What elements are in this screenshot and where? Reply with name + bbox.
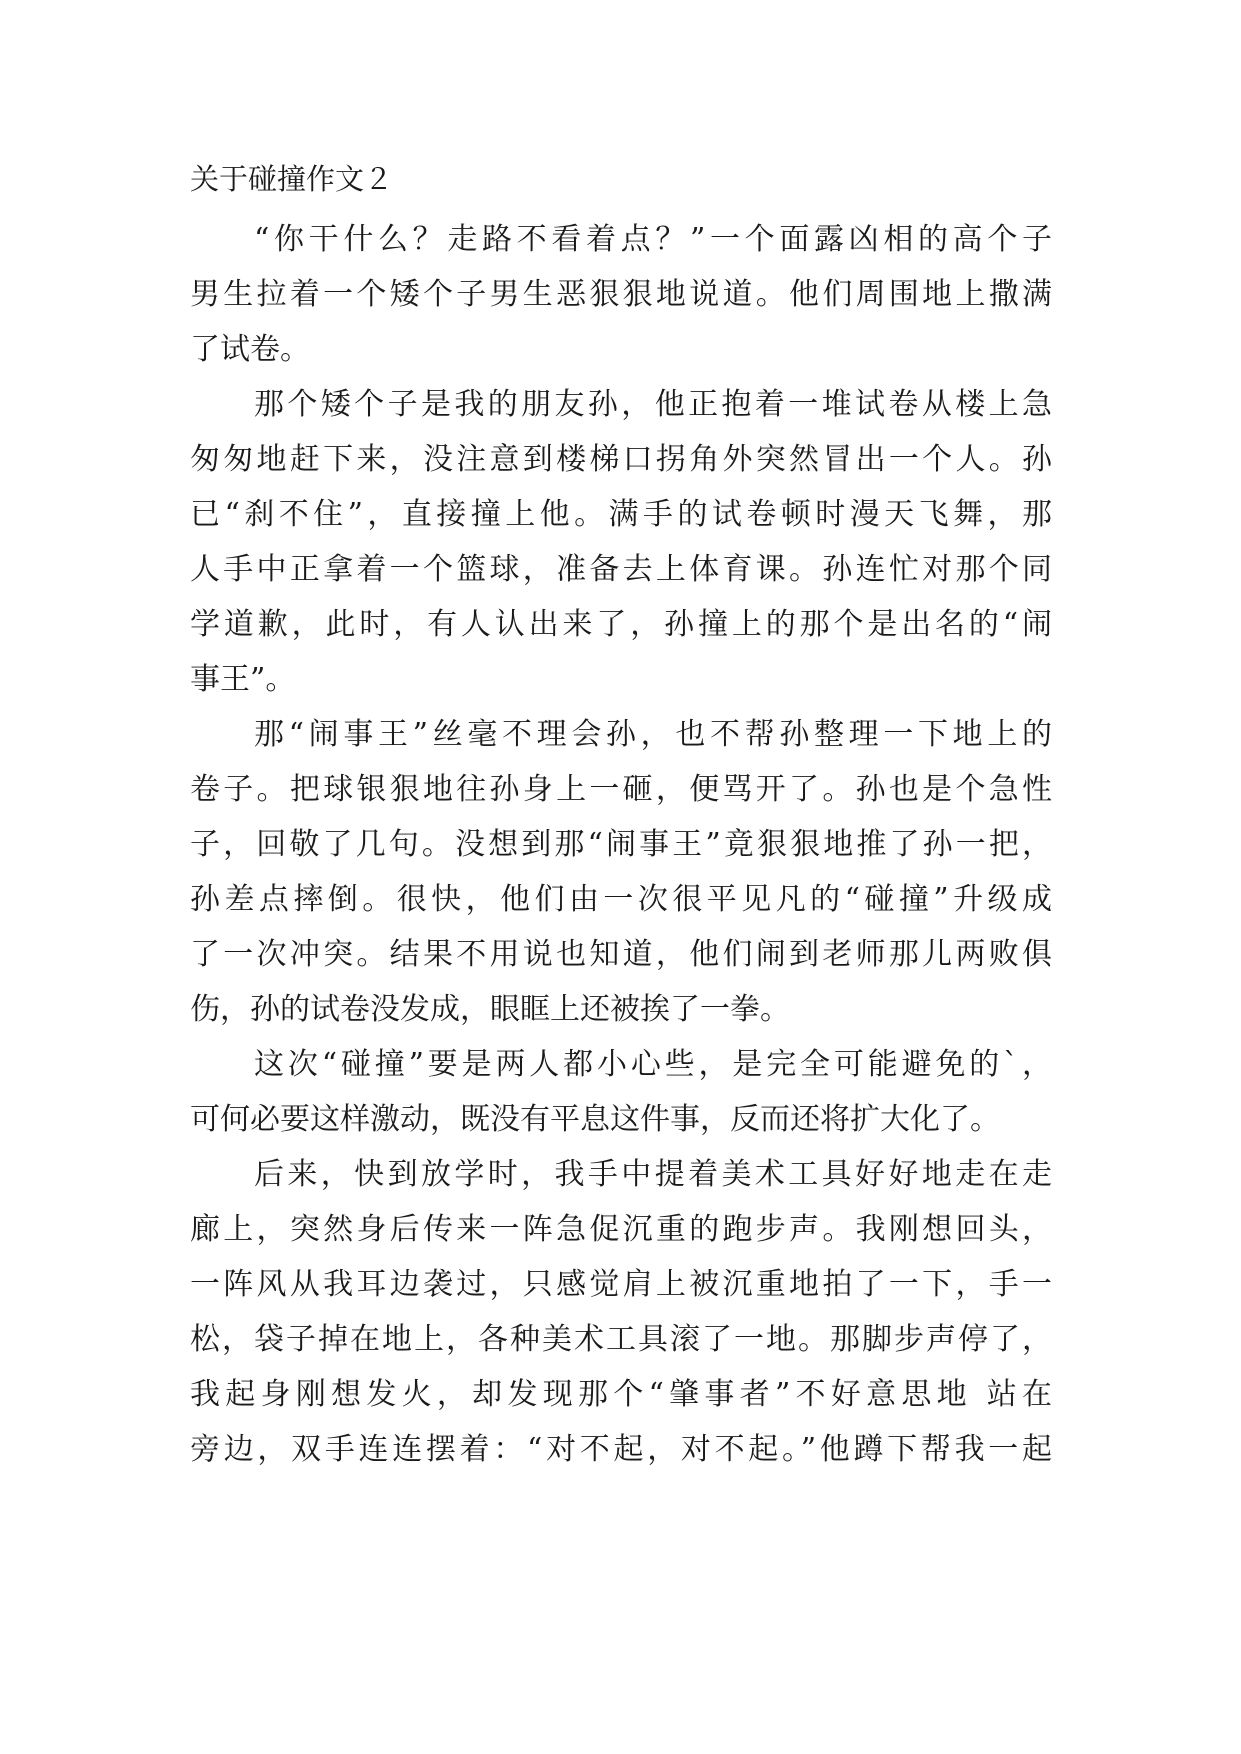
text-line: 后来，快到放学时，我手中提着美术工具好好地走在走 bbox=[254, 1157, 1052, 1192]
text-line: 我起身刚想发火，却发现那个“肇事者”不好意思地 站在 bbox=[190, 1377, 1052, 1412]
essay-title: 关于碰撞作文２ bbox=[190, 162, 394, 196]
paragraph bbox=[190, 212, 1052, 377]
paragraph bbox=[190, 1037, 1052, 1147]
paragraph bbox=[190, 377, 1052, 707]
text-line: 已“刹不住”，直接撞上他。满手的试卷顿时漫天飞舞，那 bbox=[190, 497, 1052, 532]
text-line: 了试卷。 bbox=[190, 332, 310, 367]
text-line: 卷子。把球银狠地往孙身上一砸，便骂开了。孙也是个急性 bbox=[190, 772, 1052, 807]
text-line: 可何必要这样激动，既没有平息这件事，反而还将扩大化了。 bbox=[190, 1102, 1000, 1137]
text-line: 男生拉着一个矮个子男生恶狠狠地说道。他们周围地上撒满 bbox=[190, 277, 1052, 312]
text-line: 人手中正拿着一个篮球，准备去上体育课。孙连忙对那个同 bbox=[190, 552, 1052, 587]
paragraph bbox=[190, 1147, 1052, 1477]
text-line: 子，回敬了几句。没想到那“闹事王”竟狠狠地推了孙一把， bbox=[190, 827, 1052, 862]
text-line: 伤，孙的试卷没发成，眼眶上还被挨了一拳。 bbox=[190, 992, 790, 1027]
text-line: 那“闹事王”丝毫不理会孙，也不帮孙整理一下地上的 bbox=[254, 717, 1052, 752]
text-line: 学道歉，此时，有人认出来了，孙撞上的那个是出名的“闹 bbox=[190, 607, 1052, 642]
text-line: 旁边，双手连连摆着：“对不起，对不起。”他蹲下帮我一起 bbox=[190, 1432, 1052, 1467]
text-line: 这次“碰撞”要是两人都小心些，是完全可能避免的`， bbox=[254, 1047, 1052, 1082]
paragraph bbox=[190, 707, 1052, 1037]
text-line: “你干什么？走路不看着点？”一个面露凶相的高个子 bbox=[254, 222, 1052, 257]
text-line: 廊上，突然身后传来一阵急促沉重的跑步声。我刚想回头， bbox=[190, 1212, 1052, 1247]
text-line: 了一次冲突。结果不用说也知道，他们闹到老师那儿两败俱 bbox=[190, 937, 1052, 972]
text-line: 匆匆地赶下来，没注意到楼梯口拐角外突然冒出一个人。孙 bbox=[190, 442, 1052, 477]
essay-body bbox=[190, 160, 1052, 1477]
text-line: 事王”。 bbox=[190, 662, 296, 697]
text-line: 那个矮个子是我的朋友孙，他正抱着一堆试卷从楼上急 bbox=[254, 387, 1052, 422]
text-line: 一阵风从我耳边袭过，只感觉肩上被沉重地拍了一下，手一 bbox=[190, 1267, 1052, 1302]
text-line: 松，袋子掉在地上，各种美术工具滚了一地。那脚步声停了， bbox=[190, 1322, 1052, 1357]
text-line: 孙差点摔倒。很快，他们由一次很平见凡的“碰撞”升级成 bbox=[190, 882, 1052, 917]
